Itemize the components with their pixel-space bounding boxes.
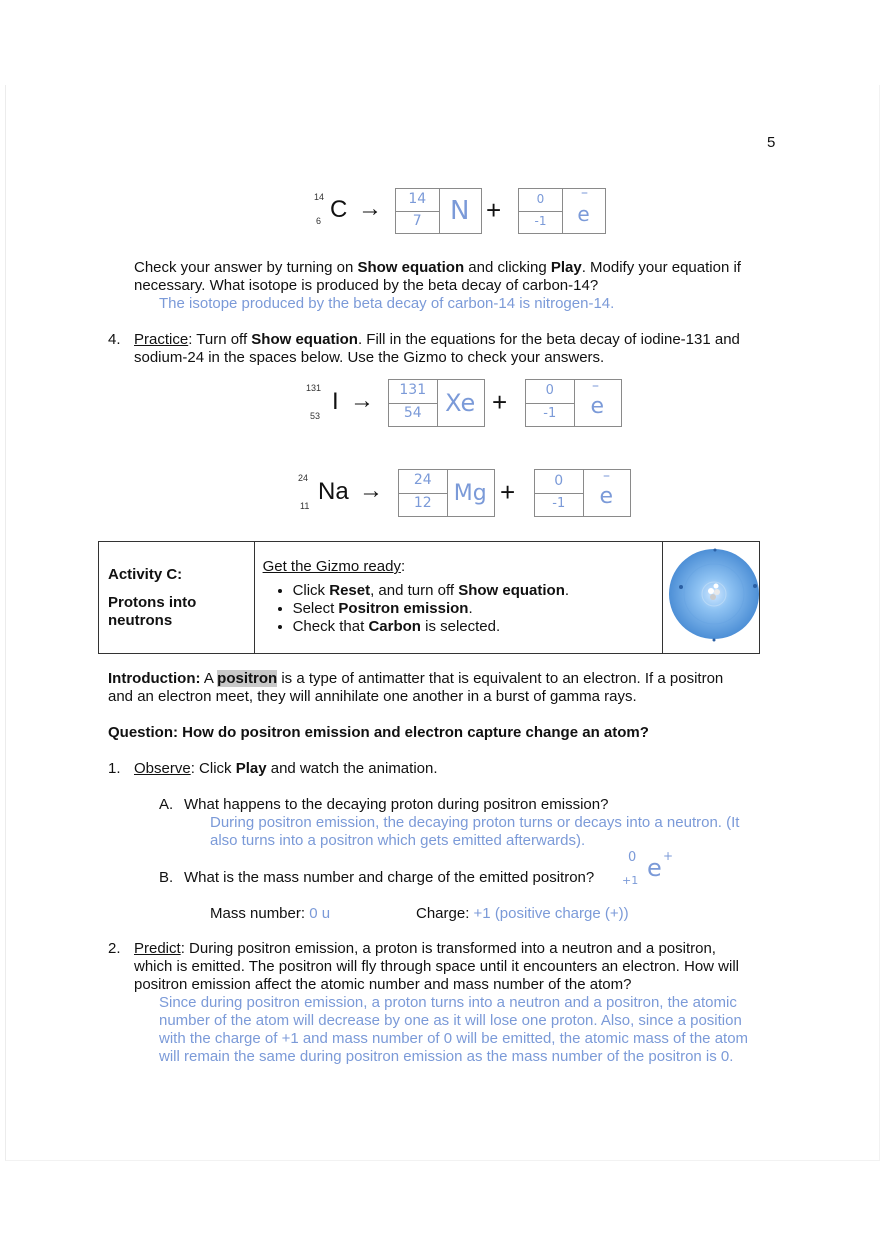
page-number: 5: [767, 134, 776, 151]
mass-number: 24: [298, 473, 309, 483]
atomic-number: 53: [310, 411, 321, 421]
atomic-number: 11: [300, 501, 310, 511]
list-item: • Click Reset, and turn off Show equation.: [293, 582, 662, 600]
daughter-mass-number: 14: [408, 191, 427, 207]
daughter-atomic-number: 12: [413, 495, 432, 511]
charge-line: Charge: +1 (positive charge (+)): [416, 905, 629, 922]
particle-answer-box[interactable]: [518, 185, 606, 234]
question-heading: Question: How do positron emission and electron capture change an atom?: [108, 724, 649, 741]
daughter-answer-box[interactable]: [388, 379, 485, 427]
q1a-answer-line1: During positron emission, the decaying proton turns or decays into a neutron. (It: [210, 814, 740, 831]
mass-number: 14: [314, 192, 325, 202]
q1a-letter: A.: [159, 796, 174, 813]
q1a-answer-line2: also turns into a positron which gets emitted afterwards).: [210, 832, 586, 849]
plus-icon: +: [492, 387, 508, 417]
charge-answer: +1 (positive charge (+)): [473, 905, 629, 922]
q2-text-line3: positron emission affect the atomic number and mass number of the atom?: [134, 976, 632, 993]
daughter-symbol: Xe: [445, 389, 476, 417]
atomic-number: 6: [316, 216, 322, 226]
q4-text-line2: sodium-24 in the spaces below. Use the Gizmo to check your answers.: [134, 349, 605, 366]
highlighted-term: positron: [217, 670, 278, 687]
particle-top: 0: [536, 192, 545, 206]
handwritten-note-sup: +: [663, 849, 674, 863]
element-symbol: C: [330, 196, 348, 223]
sodium-equation: [296, 467, 636, 517]
arrow-icon: →: [359, 477, 383, 504]
check-answer: The isotope produced by the beta decay of carbon-14 is nitrogen-14.: [159, 295, 615, 312]
daughter-symbol: Mg: [453, 480, 487, 506]
daughter-answer-box[interactable]: [395, 188, 482, 234]
daughter-answer-box[interactable]: [398, 469, 495, 517]
daughter-mass-number: 131: [399, 382, 427, 398]
q2-answer-line3: with the charge of +1 and mass number of 0 will be emitted, the atomic mass of the atom: [159, 1030, 749, 1047]
iodine-equation: [306, 377, 626, 427]
arrow-icon: →: [350, 387, 374, 414]
handwritten-note-bottom: +1: [622, 874, 639, 887]
introduction-line2: and an electron meet, they will annihilate one another in a burst of gamma rays.: [108, 688, 637, 705]
gizmo-ready-list: [255, 582, 662, 636]
particle-mark: –: [581, 185, 588, 201]
activity-instructions-cell: [254, 542, 662, 654]
particle-mark: –: [592, 378, 599, 394]
carbon-equation: [310, 186, 610, 236]
plus-icon: +: [486, 195, 502, 225]
q2-text-line1: Predict: During positron emission, a proton is transformed into a neutron and a positron,: [134, 940, 716, 957]
q1-number: 1.: [108, 760, 121, 777]
q2-answer-line1: Since during positron emission, a proton turns into a neutron and a positron, the atomic: [159, 994, 737, 1011]
q2-answer-line4: will remain the same during positron emission as the mass number of the positron is 0.: [159, 1048, 734, 1065]
mass-number: 131: [306, 383, 322, 393]
plus-icon: +: [500, 477, 516, 507]
handwritten-note-symbol: e: [647, 854, 662, 882]
arrow-icon: →: [358, 195, 382, 222]
activity-image-cell: [662, 542, 759, 654]
particle-answer-box[interactable]: [525, 379, 622, 427]
q2-text-line2: which is emitted. The positron will fly through space until it encounters an electron. How will: [134, 958, 740, 975]
q2-number: 2.: [108, 940, 121, 957]
mass-number-line: Mass number: 0 u: [210, 905, 331, 922]
q1a-question: What happens to the decaying proton during positron emission?: [184, 796, 609, 813]
activity-title: Activity C:: [108, 566, 183, 583]
particle-symbol: e: [599, 483, 614, 509]
element-symbol: Na: [318, 478, 349, 505]
particle-bottom: -1: [543, 406, 557, 421]
q4-text: Practice: Turn off Show equation. Fill in the equations for the beta decay of iodine-131 and: [134, 331, 740, 348]
particle-symbol: e: [577, 202, 590, 226]
particle-bottom: -1: [552, 496, 566, 511]
list-item: • Check that Carbon is selected.: [293, 618, 662, 636]
particle-top: 0: [545, 383, 554, 398]
daughter-mass-number: 24: [413, 472, 432, 488]
q2-answer-line2: number of the atom will decrease by one as it will lose one proton. Also, since a position: [159, 1012, 742, 1029]
atom-icon: [663, 542, 759, 648]
daughter-atomic-number: 54: [403, 405, 422, 421]
daughter-symbol: N: [450, 196, 470, 226]
activity-subtitle: Protons into neutrons: [108, 594, 197, 629]
particle-top: 0: [554, 473, 564, 489]
introduction-paragraph: Introduction: A positron is a type of antimatter that is equivalent to an electron. If a positron: [108, 670, 724, 687]
daughter-atomic-number: 7: [412, 213, 422, 229]
check-question: necessary. What isotope is produced by the beta decay of carbon-14?: [134, 277, 599, 294]
check-paragraph: Check your answer by turning on Show equation and clicking Play. Modify your equation if: [134, 259, 741, 276]
mass-number-answer: 0 u: [309, 905, 331, 922]
activity-title-cell: [99, 542, 255, 654]
particle-mark: –: [603, 468, 610, 484]
particle-symbol: e: [590, 393, 605, 419]
list-item: • Select Positron emission.: [293, 600, 662, 618]
particle-answer-box[interactable]: [534, 469, 631, 517]
handwritten-note-top: 0: [628, 850, 637, 865]
q1b-question: What is the mass number and charge of the emitted positron?: [184, 869, 595, 886]
q1b-letter: B.: [159, 869, 174, 886]
q1-text: Observe: Click Play and watch the animation.: [134, 760, 438, 777]
gizmo-ready-heading: Get the Gizmo ready:: [262, 558, 406, 575]
element-symbol: I: [332, 388, 339, 415]
q4-number: 4.: [108, 331, 121, 348]
particle-bottom: -1: [534, 214, 547, 228]
activity-table: [98, 541, 760, 654]
